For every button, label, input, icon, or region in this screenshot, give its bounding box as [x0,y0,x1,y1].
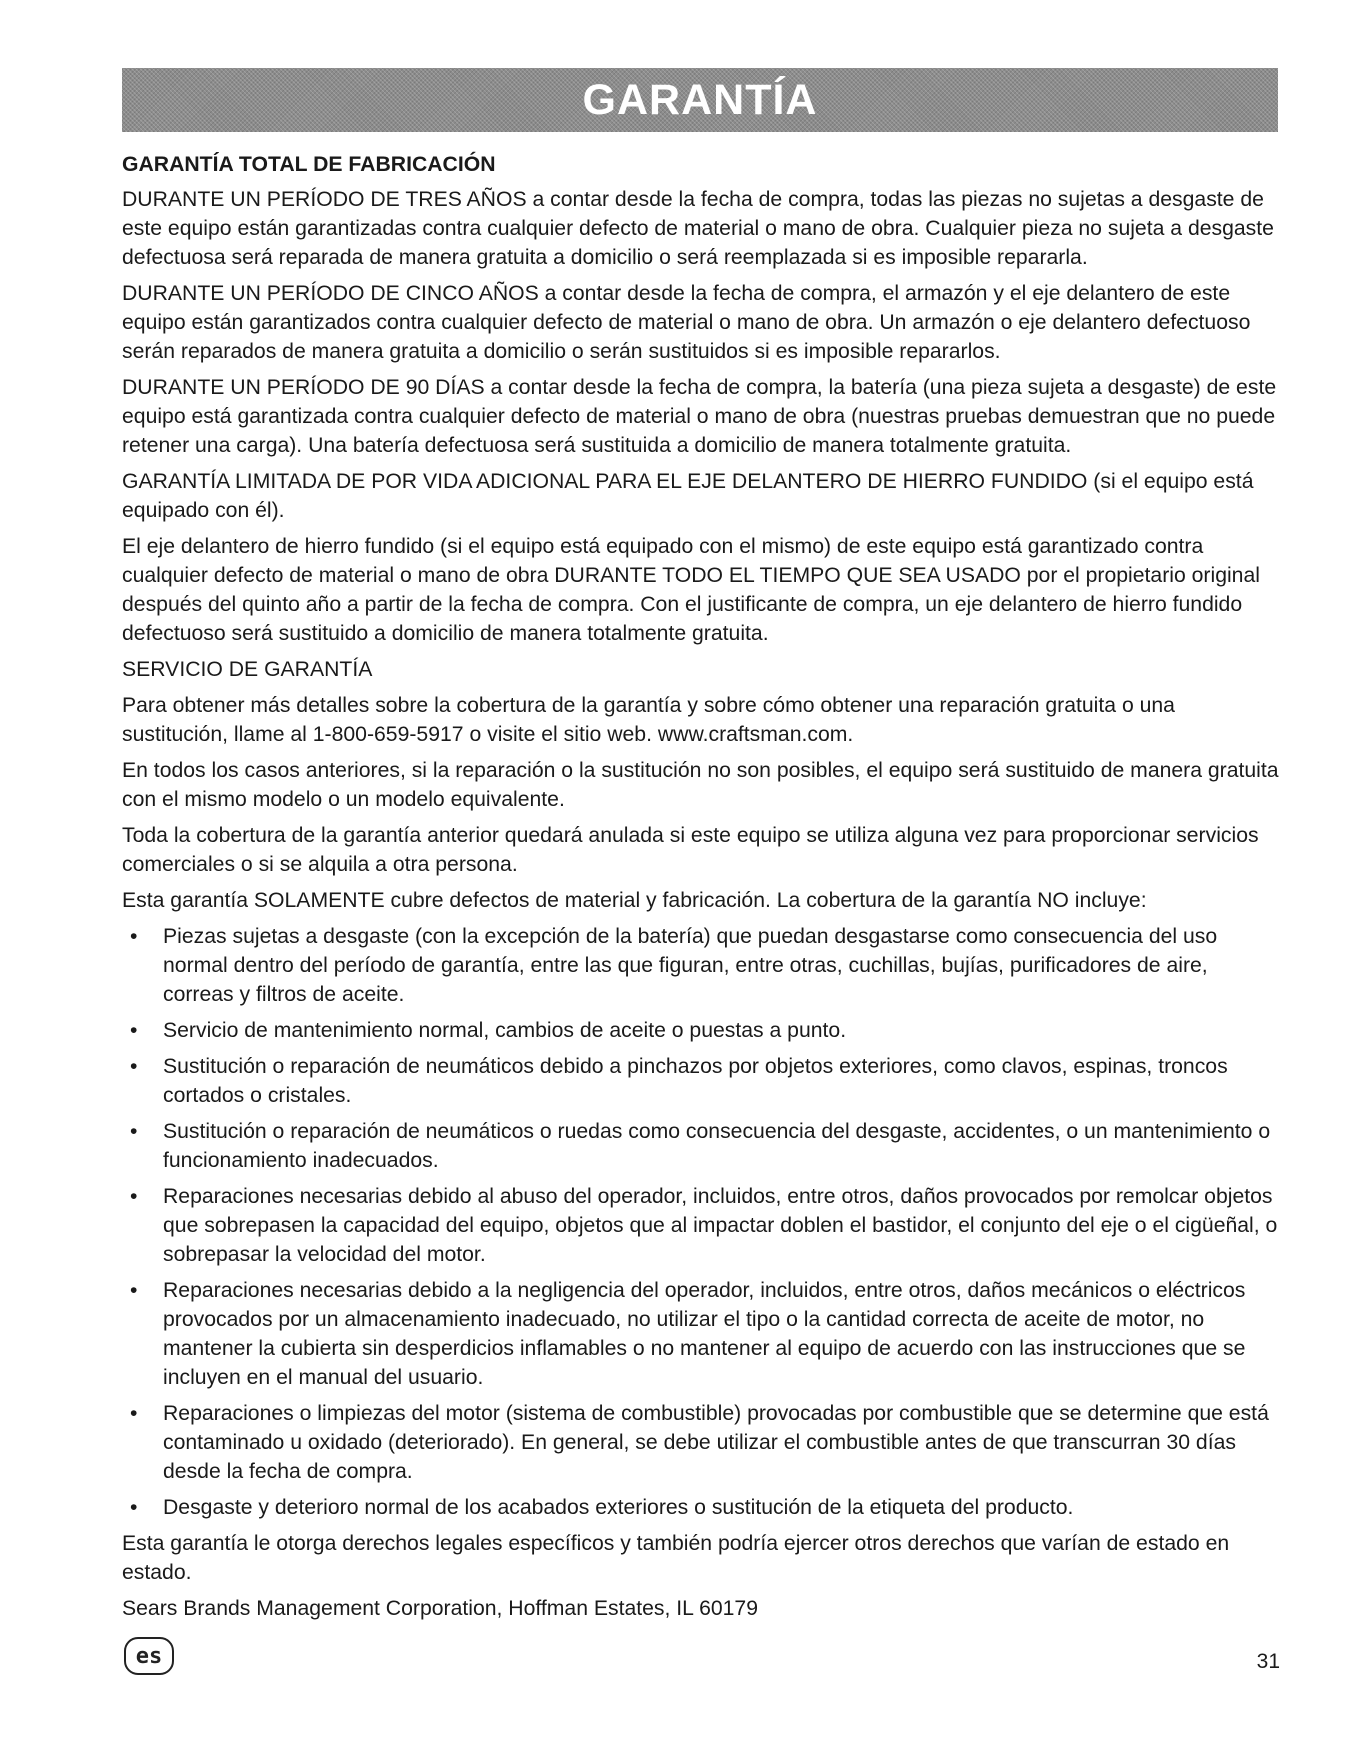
list-item-text: Desgaste y deterioro normal de los acabados exteriores o sustitución de la etiqueta del producto. [163,1496,1074,1519]
title-banner [122,68,1278,132]
list-item-text: Reparaciones necesarias debido al abuso del operador, incluidos, entre otros, daños provocados por remolcar objetos que sobrepasen la capacidad del equipo, objetos que al impactar doblen el bastidor, el conjunto del eje o el cigüeñal, o sobrepasar la velocidad del motor. [163,1185,1278,1266]
paragraph-replacement: En todos los casos anteriores, si la reparación o la sustitución no son posibles, el equipo será sustituido de manera gratuita con el mismo modelo o un modelo equivalente. [122,759,1279,811]
paragraph-company: Sears Brands Management Corporation, Hoffman Estates, IL 60179 [122,1597,758,1620]
bullet-icon: • [130,1185,138,1208]
bullet-icon: • [130,925,138,948]
bullet-icon: • [130,1120,138,1143]
list-item [122,1276,1282,1392]
paragraph-three-years: DURANTE UN PERÍODO DE TRES AÑOS a contar desde la fecha de compra, todas las piezas no sujetas a desgaste de este equipo están garantizadas contra cualquier defecto de material o mano de obra. Cualquier pieza no sujeta a desgaste defectuosa será reparada de manera gratuita a domicilio o será reemplazada si es imposible repararla. [122,188,1274,269]
exclusions-list [122,922,1282,1522]
list-item [122,1493,1282,1522]
paragraph-coverage-intro: Esta garantía SOLAMENTE cubre defectos de material y fabricación. La cobertura de la garantía NO incluye: [122,889,1147,912]
list-item-text: Reparaciones o limpiezas del motor (sistema de combustible) provocadas por combustible que se determine que está contaminado u oxidado (deteriorado). En general, se debe utilizar el combustible antes de que transcurran 30 días desde la fecha de compra. [163,1402,1269,1483]
paragraph-lifetime-axle: El eje delantero de hierro fundido (si el equipo está equipado con el mismo) de este equipo está garantizado contra cualquier defecto de material o mano de obra DURANTE TODO EL TIEMPO QUE SEA USADO por el propietario original después del quinto año a partir de la fecha de compra. Con el justificante de compra, un eje delantero de hierro fundido defectuoso será sustituido a domicilio de manera totalmente gratuita. [122,535,1260,645]
top-paragraphs [122,185,1282,915]
list-item [122,1052,1282,1110]
paragraph-lifetime-axle-title: GARANTÍA LIMITADA DE POR VIDA ADICIONAL PARA EL EJE DELANTERO DE HIERRO FUNDIDO (si el equipo está equipado con él). [122,470,1254,522]
paragraph-ninety-days: DURANTE UN PERÍODO DE 90 DÍAS a contar desde la fecha de compra, la batería (una pieza sujeta a desgaste) de este equipo está garantizada contra cualquier defecto de material o mano de obra (nuestras pruebas demuestran que no puede retener una carga). Una batería defectuosa será sustituida a domicilio de manera totalmente gratuita. [122,376,1277,457]
bullet-icon: • [130,1279,138,1302]
bullet-icon: • [130,1496,138,1519]
list-item [122,1182,1282,1269]
list-item [122,1117,1282,1175]
bullet-icon: • [130,1402,138,1425]
page-title: GARANTÍA [582,75,818,124]
list-item-text: Piezas sujetas a desgaste (con la excepción de la batería) que puedan desgastarse como consecuencia del uso normal dentro del período de garantía, entre las que figuran, entre otras, cuchillas, bujías, purificadores de aire, correas y filtros de aceite. [163,925,1218,1006]
list-item [122,922,1282,1009]
paragraph-void: Toda la cobertura de la garantía anterior quedará anulada si este equipo se utiliza alguna vez para proporcionar servicios comerciales o si se alquila a otra persona. [122,824,1259,876]
list-item [122,1399,1282,1486]
list-item [122,1016,1282,1045]
list-item-text: Reparaciones necesarias debido a la negligencia del operador, incluidos, entre otros, daños mecánicos o eléctricos provocados por un almacenamiento inadecuado, no utilizar el tipo o la cantidad correcta de aceite de motor, no mantener la cubierta sin desperdicios inflamables o no mantener al equipo de acuerdo con las instrucciones que se incluyen en el manual del usuario. [163,1279,1246,1389]
page-number: 31 [1256,1650,1280,1673]
list-item-text: Servicio de mantenimiento normal, cambios de aceite o puestas a punto. [163,1019,847,1042]
bullet-icon: • [130,1055,138,1078]
language-badge: es [124,1637,174,1675]
paragraph-legal-rights: Esta garantía le otorga derechos legales específicos y también podría ejercer otros derechos que varían de estado en estado. [122,1532,1230,1584]
list-item-text: Sustitución o reparación de neumáticos debido a pinchazos por objetos exteriores, como clavos, espinas, troncos cortados o cristales. [163,1055,1228,1107]
list-item-text: Sustitución o reparación de neumáticos o ruedas como consecuencia del desgaste, accidentes, o un mantenimiento o funcionamiento inadecuados. [163,1120,1271,1172]
paragraph-service-heading: SERVICIO DE GARANTÍA [122,658,373,681]
paragraph-five-years: DURANTE UN PERÍODO DE CINCO AÑOS a contar desde la fecha de compra, el armazón y el eje delantero de este equipo están garantizados contra cualquier defecto de material o mano de obra. Un armazón o eje delantero defectuoso serán reparados de manera gratuita a domicilio o serán sustituidos si es imposible repararlos. [122,282,1251,363]
bullet-icon: • [130,1019,138,1042]
paragraph-contact: Para obtener más detalles sobre la cobertura de la garantía y sobre cómo obtener una reparación gratuita o una sustitución, llame al 1-800-659-5917 o visite el sitio web. www.craftsman.com. [122,694,1175,746]
warranty-content [122,150,1282,1630]
bottom-paragraphs [122,1529,1282,1623]
section-heading: GARANTÍA TOTAL DE FABRICACIÓN [122,153,496,176]
